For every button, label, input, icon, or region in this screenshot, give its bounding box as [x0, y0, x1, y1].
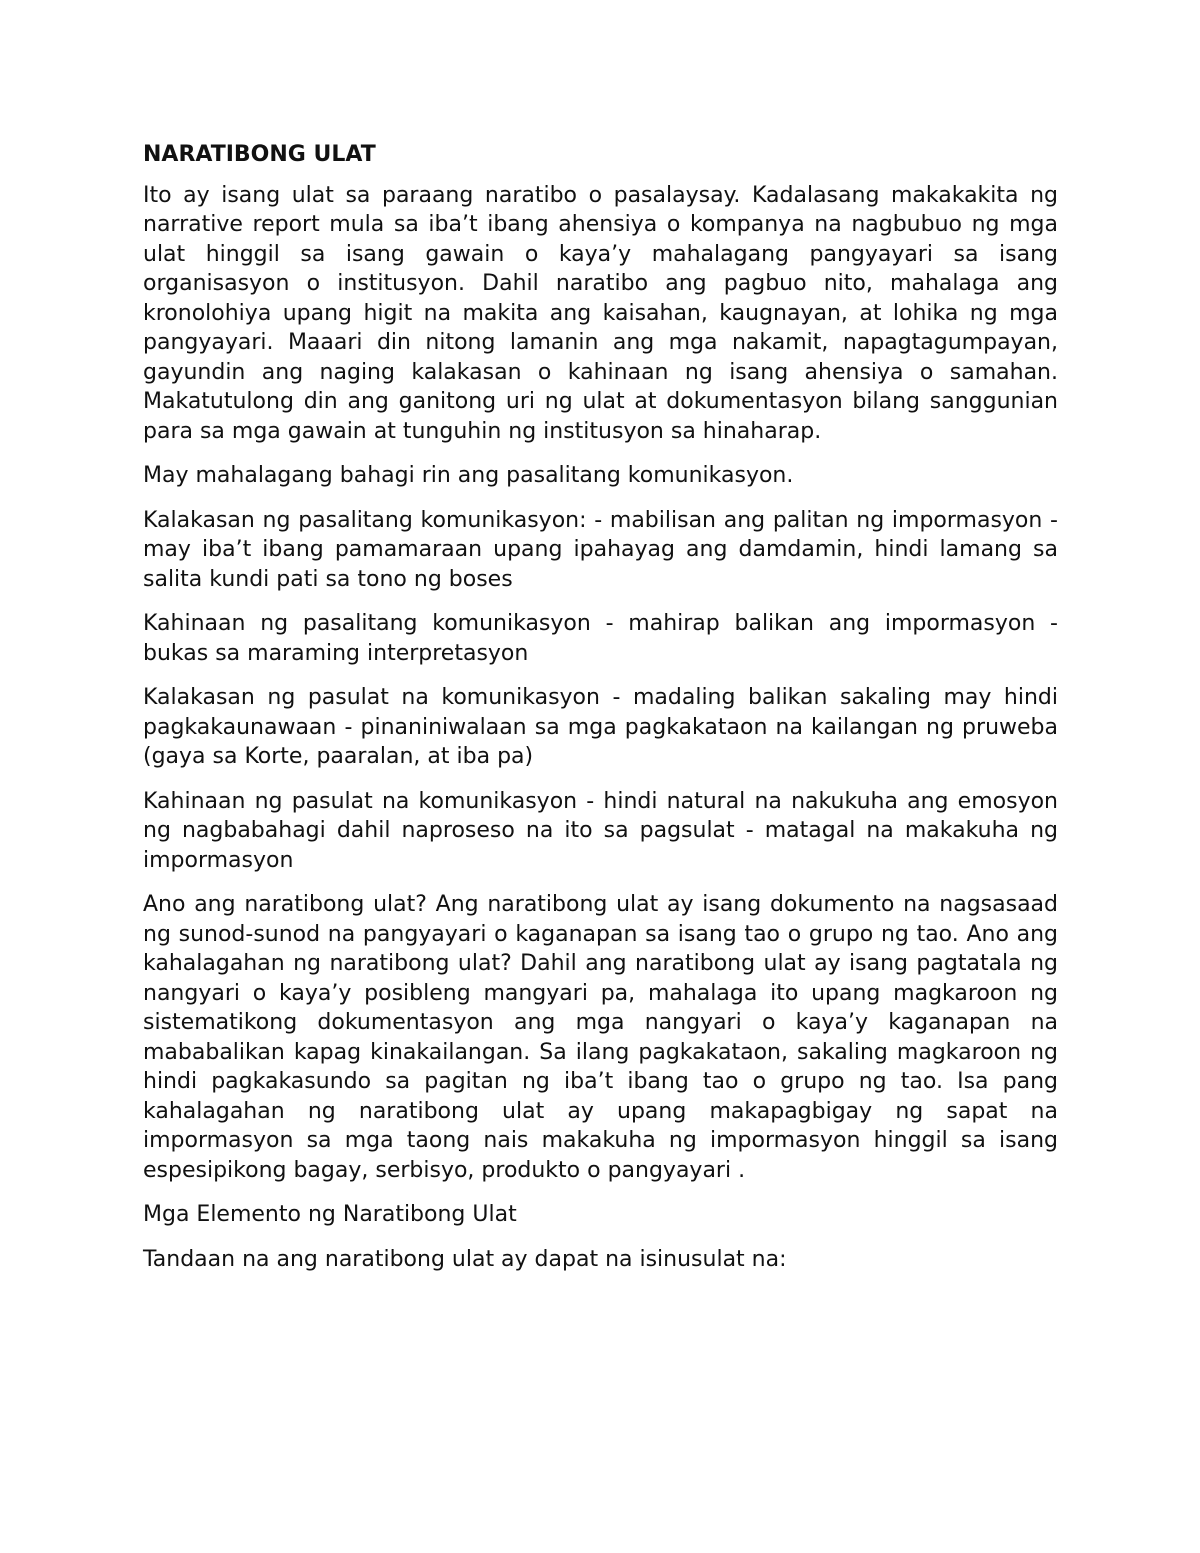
document-page [143, 140, 1058, 1289]
paragraph-intro: Ito ay isang ulat sa paraang naratibo o pasalaysay. Kadalasang makakakita ng narrative report mula sa iba’t ibang ahensiya o kompanya na nagbubuo ng mga ulat hinggil sa isang gawain o kaya’y mahalagang pangyayari sa isang organisasyon o institusyon. Dahil naratibo ang pagbuo nito, mahalaga ang kronolohiya upang higit na makita ang kaisahan, kaugnayan, at lohika ng mga pangyayari. Maaari din nitong lamanin ang mga nakamit, napagtagumpayan, gayundin ang naging kalakasan o kahinaan ng isang ahensiya o samahan. Makatutulong din ang ganitong uri ng ulat at dokumentasyon bilang sanggunian para sa mga gawain at tunguhin ng institusyon sa hinaharap. [143, 182, 1058, 444]
paragraph-oral-importance: May mahalagang bahagi rin ang pasalitang komunikasyon. [143, 463, 794, 488]
paragraph-written-strengths: Kalakasan ng pasulat na komunikasyon - madaling balikan sakaling may hindi pagkakaunawaan - pinaniniwalaan sa mga pagkakataon na kailangan ng pruweba (gaya sa Korte, paaralan, at iba pa) [143, 685, 1058, 769]
paragraph-oral-strengths: Kalakasan ng pasalitang komunikasyon: - mabilisan ang palitan ng impormasyon - may iba’t ibang pamamaraan upang ipahayag ang damdamin, hindi lamang sa salita kundi pati sa tono ng boses [143, 507, 1058, 592]
paragraph-reminder: Tandaan na ang naratibong ulat ay dapat na isinusulat na: [143, 1246, 787, 1272]
paragraph-oral-weaknesses: Kahinaan ng pasalitang komunikasyon - mahirap balikan ang impormasyon - bukas sa maraming interpretasyon [143, 611, 1058, 666]
paragraph-written-weaknesses: Kahinaan ng pasulat na komunikasyon - hindi natural na nakukuha ang emosyon ng nagbabahagi dahil naproseso na ito sa pagsulat - matagal na makakuha ng impormasyon [143, 788, 1058, 873]
paragraph-what-is-narrative-report: Ano ang naratibong ulat? Ang naratibong ulat ay isang dokumento na nagsasaad ng sunod-sunod na pangyayari o kaganapan sa isang tao o grupo ng tao. Ano ang kahalagahan ng naratibong ulat? Dahil ang naratibong ulat ay isang pagtatala ng nangyari o kaya’y posibleng mangyari pa, mahalaga ito upang magkaroon ng sistematikong dokumentasyon ang mga nangyari o kaya’y kaganapan na mababalikan kapag kinakailangan. Sa ilang pagkakataon, sakaling magkaroon ng hindi pagkakasundo sa pagitan ng iba’t ibang tao o grupo ng tao. Isa pang kahalagahan ng naratibong ulat ay upang makapagbigay ng sapat na impormasyon sa mga taong nais makakuha ng impormasyon hinggil sa isang espesipikong bagay, serbisyo, produkto o pangyayari . [143, 892, 1058, 1183]
paragraph-elements-heading: Mga Elemento ng Naratibong Ulat [143, 1202, 517, 1227]
document-title: NARATIBONG ULAT [143, 142, 376, 167]
